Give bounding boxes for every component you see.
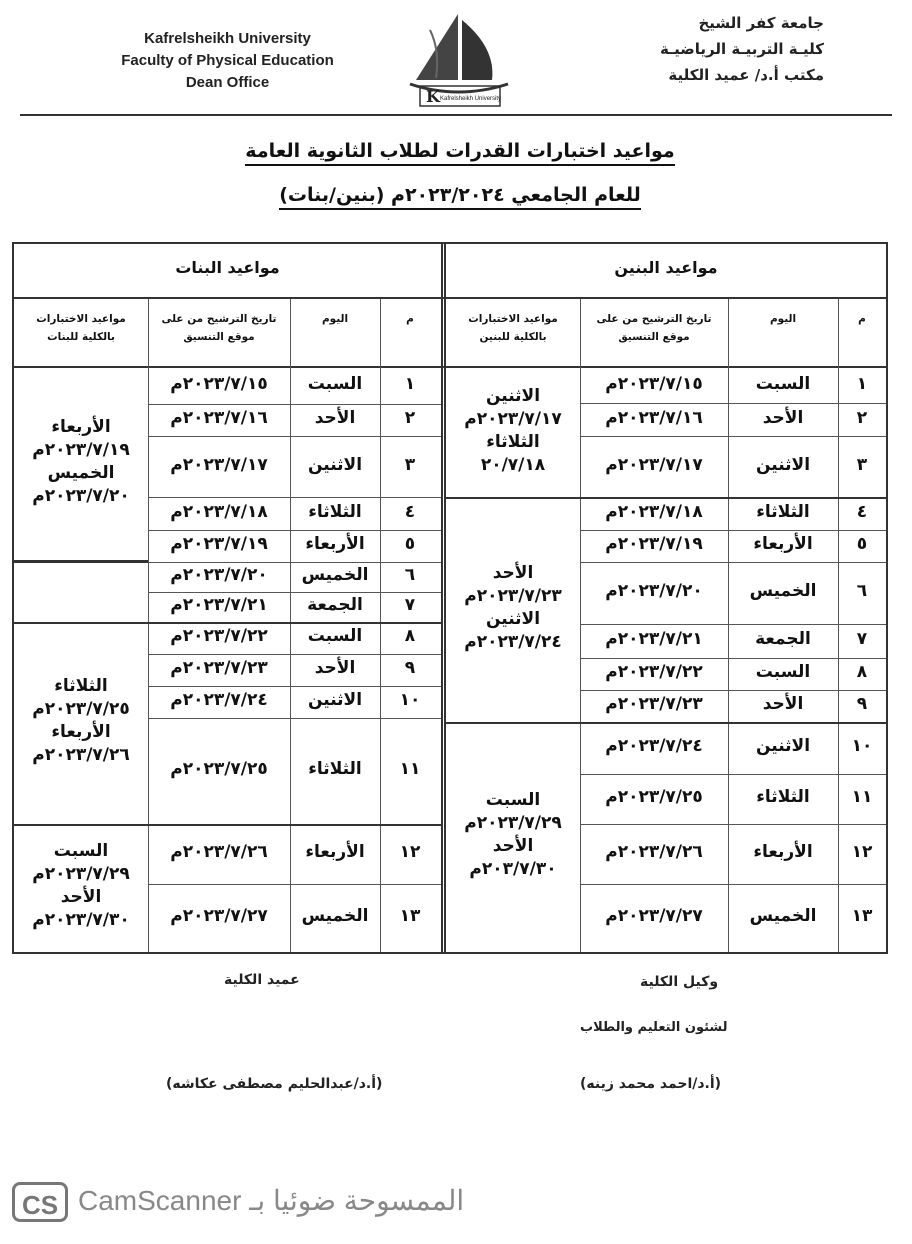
girls-row-num: ٤ — [404, 501, 416, 522]
boys-row-date: ٢٠٢٣/٧/٢١م — [605, 629, 703, 649]
boys-row-date: ٢٠٢٣/٧/١٩م — [605, 534, 703, 554]
boys-row-line — [580, 624, 886, 625]
boys-row-num: ٢ — [856, 407, 868, 428]
university-name-ar: جامعة كفر الشيخ — [698, 14, 824, 32]
header-divider — [20, 114, 892, 116]
girls-row-num: ٥ — [404, 534, 416, 554]
boys-test-date-line: الثلاثاء — [486, 431, 540, 452]
girls-row-date: ٢٠٢٣/٧/٢٣م — [170, 658, 268, 678]
girls-row-line — [148, 686, 441, 687]
girls-row-date: ٢٠٢٣/٧/١٩م — [170, 534, 268, 554]
boys-row-num: ١٣ — [851, 906, 873, 926]
boys-row-num: ٤ — [856, 501, 868, 522]
boys-row-line — [580, 774, 886, 775]
girls-row-line — [148, 654, 441, 655]
girls-row-day: الجمعة — [307, 595, 363, 615]
boys-group-divider — [446, 722, 886, 724]
girls-col-registration: تاريخ الترشيح من على موقع التنسيق — [161, 313, 277, 343]
girls-row-day: السبت — [307, 626, 363, 646]
boys-test-date-line: ٢٠/٧/١٨ — [480, 454, 546, 475]
boys-test-group — [446, 562, 580, 654]
girls-test-group — [14, 416, 148, 508]
girls-row-line — [148, 884, 441, 885]
girls-test-date-line: ٢٠٢٣/٧/٢٦م — [32, 745, 130, 765]
boys-row-day: السبت — [755, 373, 811, 394]
boys-col-day: اليوم — [769, 313, 797, 325]
faculty-name-ar: كليـة التربيـة الرياضيـة — [659, 40, 824, 58]
girls-row-day: الخميس — [301, 565, 369, 585]
boys-row-date: ٢٠٢٣/٧/٢٢م — [605, 662, 703, 682]
girls-row-day: الثلاثاء — [308, 759, 362, 779]
girls-group-divider — [14, 622, 441, 624]
boys-test-date-line: ٢٠٢٣/٧/١٧م — [464, 408, 562, 429]
vice-dean-subtitle: لشئون التعليم والطلاب — [580, 1020, 728, 1035]
girls-row-date: ٢٠٢٣/٧/٢٧م — [170, 906, 268, 926]
girls-row-day: السبت — [307, 374, 363, 394]
girls-row-num: ١ — [404, 374, 416, 394]
boys-row-num: ٧ — [856, 629, 868, 649]
boys-row-date: ٢٠٢٣/٧/٢٠م — [605, 581, 703, 601]
boys-row-line — [580, 562, 886, 563]
boys-row-num: ١ — [856, 373, 868, 394]
girls-row-num: ٦ — [404, 565, 416, 585]
boys-row-line — [580, 884, 886, 885]
university-name-en: Kafrelsheikh University — [144, 30, 311, 47]
boys-row-line — [580, 690, 886, 691]
boys-row-day: الثلاثاء — [756, 501, 810, 522]
girls-row-line — [148, 562, 441, 563]
boys-row-day: الثلاثاء — [756, 787, 810, 807]
logo-letter: K — [426, 87, 440, 106]
girls-test-date-line: ٢٠٢٣/٧/١٩م — [32, 440, 130, 460]
boys-test-date-line: السبت — [485, 790, 541, 810]
girls-row-date: ٢٠٢٣/٧/٢٢م — [170, 626, 268, 646]
girls-test-date-line: الخميس — [47, 463, 115, 483]
table-center-divider — [441, 244, 443, 952]
girls-row-num: ٣ — [404, 454, 416, 475]
section-header-line — [14, 297, 886, 299]
girls-test-date-line: الأربعاء — [51, 722, 111, 742]
boys-group-divider — [446, 497, 886, 499]
title-line-1: مواعيد اختبارات القدرات لطلاب الثانوية العامة — [140, 140, 780, 162]
boys-test-date-line: الأحد — [492, 836, 534, 856]
boys-test-date-line: ٢٠٢٣/٧/٢٤م — [464, 631, 562, 652]
girls-row-line — [148, 530, 441, 531]
boys-test-date-line: ٢٠٢٣/٧/٢٩م — [464, 813, 562, 833]
girls-row-num: ٧ — [404, 595, 416, 615]
dean-name: (أ.د/عبدالحليم مصطفى عكاشه) — [166, 1076, 383, 1092]
girls-row-num: ٨ — [404, 626, 416, 646]
boys-row-date: ٢٠٢٣/٧/١٧م — [605, 454, 703, 475]
girls-row-day: الأحد — [314, 658, 356, 678]
boys-row-day: الجمعة — [755, 629, 811, 649]
girls-row-line — [148, 497, 441, 498]
boys-row-num: ٣ — [856, 454, 868, 475]
boys-col-num: م — [858, 313, 866, 325]
girls-row-num: ١٢ — [399, 842, 421, 862]
boys-test-date-line: ٢٠٣/٧/٣٠م — [469, 859, 557, 879]
boys-test-date-line: ٢٠٢٣/٧/٢٣م — [464, 585, 562, 606]
girls-row-line — [148, 436, 441, 437]
boys-row-num: ١٠ — [851, 736, 873, 756]
girls-row-day: الاثنين — [307, 454, 363, 475]
girls-test-date-line: ٢٠٢٣/٧/٢٥م — [32, 699, 130, 719]
girls-row-num: ١١ — [399, 759, 421, 779]
boys-test-group — [446, 789, 580, 881]
girls-row-day: الثلاثاء — [308, 501, 362, 522]
girls-row-line — [148, 404, 441, 405]
girls-row-date: ٢٠٢٣/٧/١٦م — [170, 408, 268, 428]
boys-col-test-dates: مواعيد الاختبارات بالكلية للبنين — [468, 313, 558, 343]
girls-row-day: الخميس — [301, 906, 369, 926]
girls-row-day: الأحد — [314, 408, 356, 428]
column-header-line — [14, 366, 886, 368]
girls-test-date-line: الثلاثاء — [54, 676, 108, 696]
girls-col-test-dates: مواعيد الاختبارات بالكلية للبنات — [36, 313, 126, 343]
girls-row-date: ٢٠٢٣/٧/٢٠م — [170, 565, 268, 585]
vice-dean-title: وكيل الكلية — [640, 974, 719, 990]
boys-row-num: ٨ — [856, 662, 868, 682]
logo-text: Kafrelsheikh University — [440, 96, 502, 102]
girls-test-date-line: ٢٠٢٣/٧/٢٩م — [32, 864, 130, 884]
boys-section-title: مواعيد البنين — [614, 258, 718, 277]
title-line-2: للعام الجامعي ٢٠٢٣/٢٠٢٤م (بنين/بنات) — [140, 184, 780, 206]
girls-test-group — [14, 675, 148, 767]
boys-row-day: الأربعاء — [753, 534, 813, 554]
boys-test-group — [446, 385, 580, 477]
girls-group-divider — [14, 824, 441, 826]
dean-title: عميد الكلية — [224, 972, 300, 988]
boys-row-day: الأربعاء — [753, 842, 813, 862]
girls-test-date-line: ٢٠٢٣/٧/٢٠م — [32, 486, 130, 506]
boys-row-day: الأحد — [762, 407, 804, 428]
boys-row-date: ٢٠٢٣/٧/٢٥م — [605, 787, 703, 807]
girls-group-underline — [14, 560, 148, 563]
girls-row-day: الاثنين — [307, 690, 363, 710]
vice-dean-name: (أ.د/احمد محمد زينه) — [580, 1076, 722, 1092]
boys-test-date-line: الاثنين — [485, 385, 541, 406]
boys-row-num: ٥ — [856, 534, 868, 554]
boys-row-line — [580, 658, 886, 659]
girls-row-num: ٢ — [404, 408, 416, 428]
girls-row-num: ٩ — [404, 658, 416, 678]
girls-test-date-line: الأربعاء — [51, 417, 111, 437]
boys-row-line — [580, 403, 886, 404]
girls-row-line — [148, 592, 441, 593]
boys-row-date: ٢٠٢٣/٧/٢٧م — [605, 906, 703, 926]
boys-row-day: الاثنين — [755, 736, 811, 756]
girls-test-date-line: ٢٠٢٣/٧/٣٠م — [32, 910, 130, 930]
girls-section-title: مواعيد البنات — [175, 258, 280, 277]
boys-row-date: ٢٠٢٣/٧/١٥م — [605, 373, 703, 394]
girls-row-day: الأربعاء — [305, 842, 365, 862]
girls-row-date: ٢٠٢٣/٧/٢٥م — [170, 759, 268, 779]
boys-row-day: الاثنين — [755, 454, 811, 475]
girls-row-date: ٢٠٢٣/٧/١٥م — [170, 374, 268, 394]
girls-row-num: ١٠ — [399, 690, 421, 710]
boys-row-day: السبت — [755, 662, 811, 682]
boys-row-day: الخميس — [749, 906, 817, 926]
girls-row-date: ٢٠٢٣/٧/٢٦م — [170, 842, 268, 862]
office-name-ar: مكتب أ.د/ عميد الكلية — [668, 66, 824, 84]
boys-row-num: ١١ — [851, 787, 873, 807]
boys-test-date-line: الاثنين — [485, 608, 541, 629]
boys-row-date: ٢٠٢٣/٧/٢٦م — [605, 842, 703, 862]
boys-row-line — [580, 436, 886, 437]
boys-row-date: ٢٠٢٣/٧/١٦م — [605, 407, 703, 428]
english-header — [100, 28, 355, 94]
boys-row-date: ٢٠٢٣/٧/٢٤م — [605, 736, 703, 756]
boys-row-num: ١٢ — [851, 842, 873, 862]
boys-row-num: ٩ — [856, 694, 868, 714]
girls-col-num: م — [406, 313, 414, 325]
girls-row-num: ١٣ — [399, 906, 421, 926]
office-name-en: Dean Office — [185, 74, 270, 91]
girls-row-line — [148, 718, 441, 719]
boys-row-line — [580, 530, 886, 531]
boys-row-num: ٦ — [856, 581, 868, 601]
boys-row-day: الأحد — [762, 694, 804, 714]
girls-test-group — [14, 840, 148, 932]
camscanner-watermark: CamScanner الممسوحة ضوئيا بـ — [78, 1185, 465, 1216]
camscanner-logo: CS — [12, 1182, 68, 1222]
girls-row-date: ٢٠٢٣/٧/١٧م — [170, 454, 268, 475]
boys-row-day: الخميس — [749, 581, 817, 601]
university-logo — [400, 10, 518, 108]
boys-row-date: ٢٠٢٣/٧/١٨م — [605, 501, 703, 522]
boys-col-registration: تاريخ الترشيح من على موقع التنسيق — [596, 313, 712, 343]
girls-col-day: اليوم — [321, 313, 349, 325]
boys-test-date-line: الأحد — [492, 562, 534, 583]
girls-test-date-line: السبت — [53, 841, 109, 861]
girls-row-date: ٢٠٢٣/٧/١٨م — [170, 501, 268, 522]
boys-row-line — [580, 824, 886, 825]
girls-row-date: ٢٠٢٣/٧/٢٤م — [170, 690, 268, 710]
girls-row-day: الأربعاء — [305, 534, 365, 554]
arabic-header — [564, 10, 824, 88]
boys-row-date: ٢٠٢٣/٧/٢٣م — [605, 694, 703, 714]
faculty-name-en: Faculty of Physical Education — [121, 52, 334, 69]
girls-row-date: ٢٠٢٣/٧/٢١م — [170, 595, 268, 615]
girls-test-date-line: الأحد — [60, 887, 102, 907]
